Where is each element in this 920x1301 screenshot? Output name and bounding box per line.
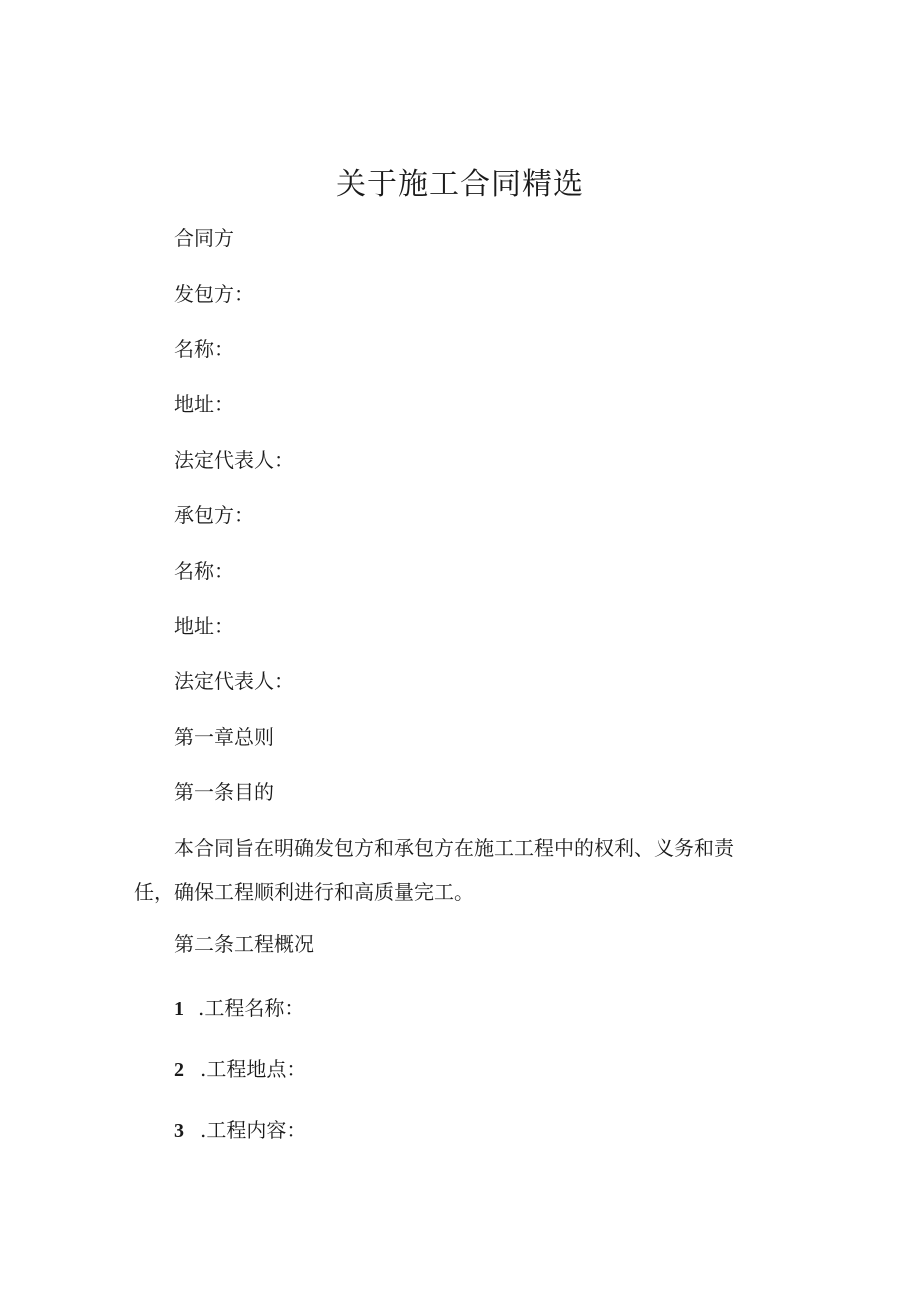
- employer-label: 发包方：: [174, 282, 254, 306]
- list-item-text: .工程地点：: [200, 1057, 307, 1081]
- document-title: 关于施工合同精选: [336, 167, 584, 202]
- purpose-paragraph: 本合同旨在明确发包方和承包方在施工工程中的权利、义务和责任，确保工程顺利进行和高质量完工。: [134, 836, 734, 904]
- list-item-number: 2: [174, 1059, 184, 1081]
- list-item: [174, 1055, 306, 1084]
- article-2-heading: 第二条工程概况: [174, 932, 314, 956]
- contractor-address-label: 地址：: [174, 614, 234, 638]
- list-item: [174, 994, 304, 1023]
- list-item-text: .工程内容：: [200, 1118, 307, 1142]
- contractor-label: 承包方：: [174, 503, 254, 527]
- contractor-name-label: 名称：: [174, 559, 234, 583]
- article-1-heading: 第一条目的: [174, 780, 274, 804]
- contract-parties-label: 合同方: [174, 226, 234, 250]
- employer-address-label: 地址：: [174, 392, 234, 416]
- list-item-text: .工程名称：: [198, 996, 305, 1020]
- chapter-heading: 第一章总则: [174, 725, 274, 749]
- list-item-number: 1: [174, 998, 184, 1020]
- list-item: [174, 1116, 306, 1145]
- employer-legal-rep-label: 法定代表人：: [174, 448, 294, 472]
- list-item-number: 3: [174, 1120, 184, 1142]
- contractor-legal-rep-label: 法定代表人：: [174, 669, 294, 693]
- employer-name-label: 名称：: [174, 337, 234, 361]
